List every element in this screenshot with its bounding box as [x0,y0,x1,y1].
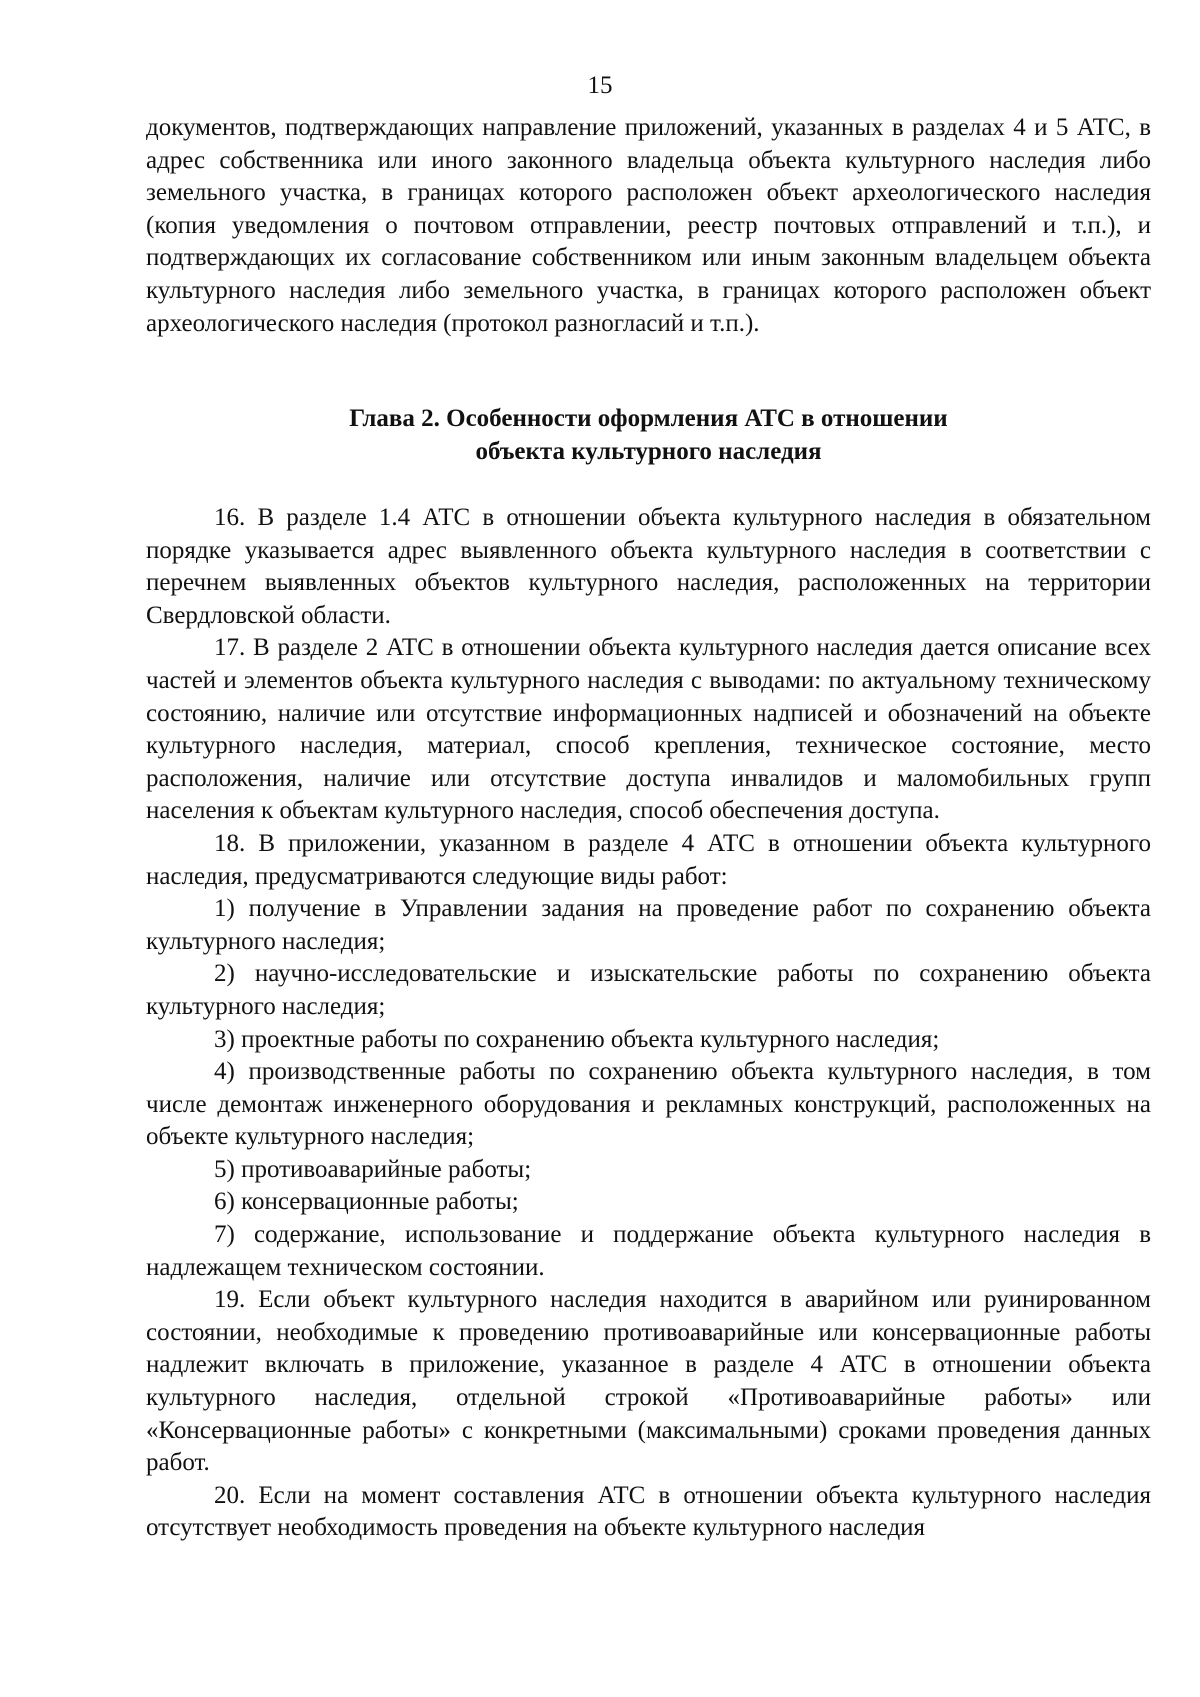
intro-block [146,112,1151,340]
paragraph-17: 17. В разделе 2 АТС в отношении объекта культурного наследия дается описание всех частей и элементов объекта культурного наследия с выводами: по актуальному техническому состоянию, наличие или отсутствие информационных надписей и обозначений на объекте культурного наследия, материал, способ крепления, техническое состояние, место расположения, наличие или отсутствие доступа инвалидов и маломобильных групп населения к объектам культурного наследия, способ обеспечения доступа. [146,634,1151,825]
list-item-2: 2) научно-исследовательские и изыскательские работы по сохранению объекта культурного наследия; [146,960,1151,1020]
list-item-5: 5) противоаварийные работы; [214,1155,532,1183]
paragraph-18: 18. В приложении, указанном в разделе 4 АТС в отношении объекта культурного наследия, предусматриваются следующие виды работ: [146,829,1151,890]
list-item-4: 4) производственные работы по сохранению объекта культурного наследия, в том числе демонтаж инженерного оборудования и рекламных конструкций, расположенных на объекте культурного наследия; [146,1058,1151,1151]
page-number: 15 [587,72,613,99]
paragraph-16: 16. В разделе 1.4 АТС в отношении объекта культурного наследия в обязательном порядке указывается адрес выявленного объекта культурного наследия в соответствии с перечнем выявленных объектов культурного наследия, расположенных на территории Свердловской области. [146,504,1151,629]
list-item-7: 7) содержание, использование и поддержание объекта культурного наследия в надлежащем техническом состоянии. [146,1221,1151,1281]
main-text-block [146,502,1151,1545]
paragraph-19: 19. Если объект культурного наследия находится в аварийном или руинированном состоянии, необходимые к проведению противоаварийные или консервационные работы надлежит включать в приложение, указанное в разделе 4 АТС в отношении объекта культурного наследия, отдельной строкой «Противоаварийные работы» или «Консервационные работы» с конкретными (максимальными) сроками проведения данных работ. [146,1286,1151,1477]
paragraph-20: 20. Если на момент составления АТС в отношении объекта культурного наследия отсутствует необходимость проведения на объекте культурного наследия [146,1481,1151,1542]
chapter-title-line-2: объекта культурного наследия [475,438,822,465]
chapter-heading [146,402,1151,468]
list-item-6: 6) консервационные работы; [214,1188,519,1216]
chapter-title-line-1: Глава 2. Особенности оформления АТС в отношении [349,405,948,432]
intro-paragraph: документов, подтверждающих направление приложений, указанных в разделах 4 и 5 АТС, в адрес собственника или иного законного владельца объекта культурного наследия либо земельного участка, в границах которого расположен объект археологического наследия (копия уведомления о почтовом отправлении, реестр почтовых отправлений и т.п.), и подтверждающих их согласование собственником или иным законным владельцем объекта культурного наследия либо земельного участка, в границах которого расположен объект археологического наследия (протокол разногласий и т.п.). [146,114,1151,337]
list-item-3: 3) проектные работы по сохранению объекта культурного наследия; [214,1025,940,1053]
list-item-1: 1) получение в Управлении задания на проведение работ по сохранению объекта культурного наследия; [146,895,1151,955]
